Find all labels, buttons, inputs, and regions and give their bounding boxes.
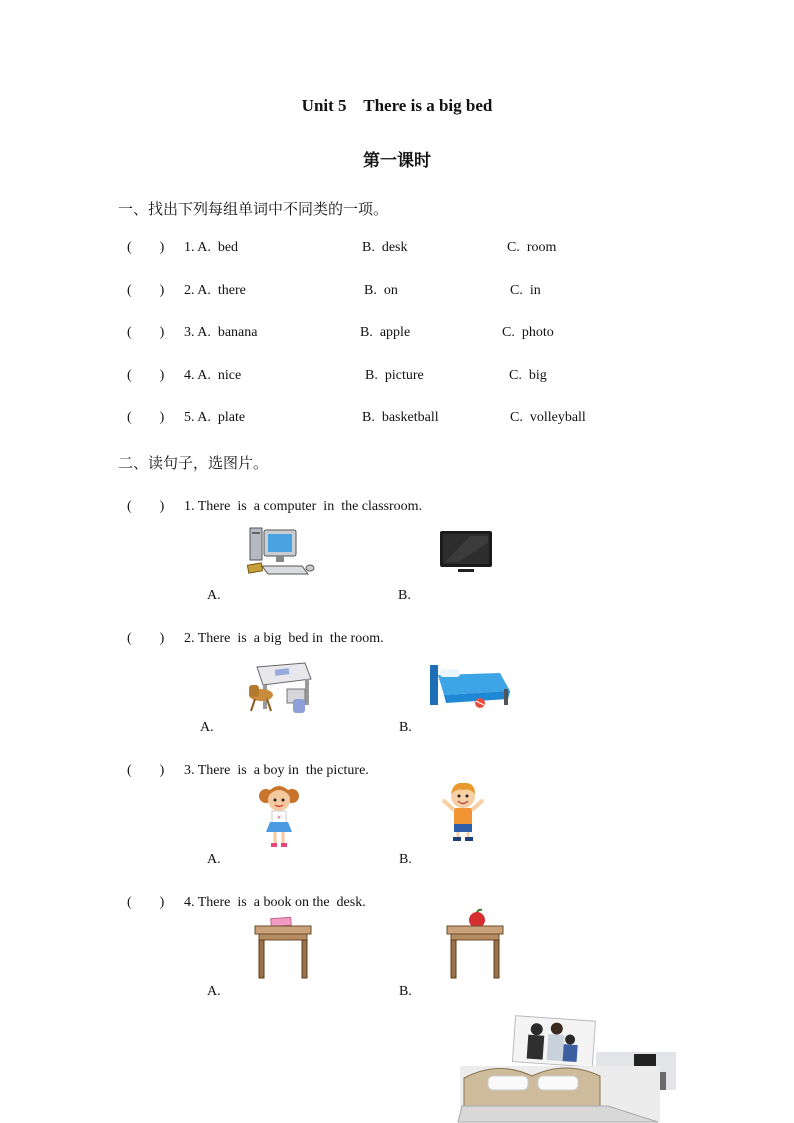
part1-heading: 一、找出下列每组单词中不同类的一项。 [118,200,389,218]
bedroom-photo-icon [458,1016,678,1122]
answer-blank[interactable]: ( ) [127,410,165,425]
study-desk-icon[interactable] [247,659,313,715]
computer-icon[interactable] [248,526,314,576]
option-a: 2. A. there [184,283,246,298]
option-c: C. photo [502,325,554,340]
page-title: Unit 5 There is a big bed [301,96,493,115]
option-b: B. basketball [362,410,439,425]
question-sentence: 4. There is a book on the desk. [184,895,366,910]
answer-blank[interactable]: ( ) [127,283,165,298]
option-a: 4. A. nice [184,368,242,383]
choice-a-label[interactable]: A. [207,984,221,999]
answer-blank[interactable]: ( ) [127,368,165,383]
question-sentence: 3. There is a boy in the picture. [184,763,369,778]
answer-blank[interactable]: ( ) [127,895,165,910]
answer-blank[interactable]: ( ) [127,763,165,778]
part2-heading: 二、读句子，选图片。 [118,454,269,472]
desk-with-apple-icon[interactable] [445,910,505,980]
choice-b-label[interactable]: B. [399,720,412,735]
option-b: B. on [364,283,398,298]
option-a: 1. A. bed [184,240,239,255]
bed-icon[interactable] [430,663,512,709]
choice-a-label[interactable]: A. [207,588,221,603]
desk-with-book-icon[interactable] [253,916,313,980]
question-sentence: 1. There is a computer in the classroom. [184,499,423,514]
answer-blank[interactable]: ( ) [127,499,165,514]
option-b: B. desk [362,240,408,255]
boy-icon[interactable] [439,780,487,842]
tv-icon[interactable] [440,531,492,573]
lesson-subtitle: 第一课时 [363,151,431,170]
option-a: 5. A. plate [184,410,246,425]
question-sentence: 2. There is a big bed in the room. [184,631,384,646]
girl-icon[interactable] [258,784,300,850]
option-c: C. room [507,240,557,255]
option-c: C. in [510,283,541,298]
choice-b-label[interactable]: B. [399,984,412,999]
option-b: B. picture [365,368,424,383]
choice-b-label[interactable]: B. [398,588,411,603]
choice-b-label[interactable]: B. [399,852,412,867]
answer-blank[interactable]: ( ) [127,631,165,646]
option-c: C. big [509,368,547,383]
choice-a-label[interactable]: A. [207,852,221,867]
option-c: C. volleyball [510,410,586,425]
choice-a-label[interactable]: A. [200,720,214,735]
answer-blank[interactable]: ( ) [127,240,165,255]
option-b: B. apple [360,325,411,340]
option-a: 3. A. banana [184,325,258,340]
answer-blank[interactable]: ( ) [127,325,165,340]
